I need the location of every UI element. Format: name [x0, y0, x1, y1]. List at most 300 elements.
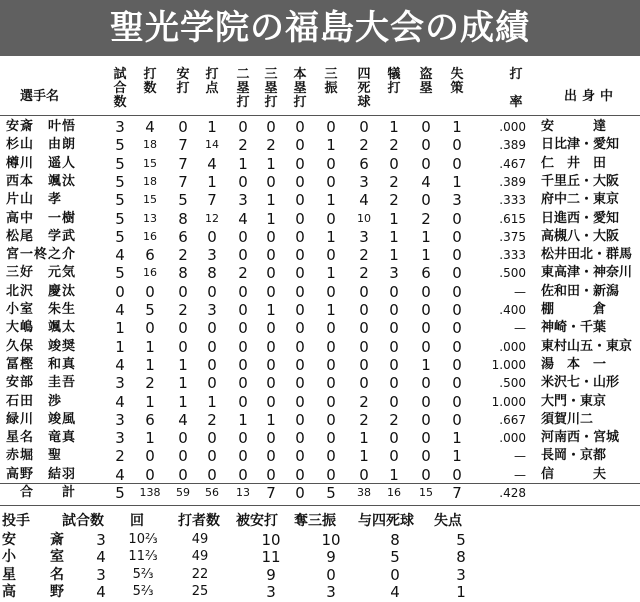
- stat-cell: 0: [326, 118, 336, 136]
- stat-cell: 4: [115, 392, 125, 411]
- stat-cell: 0: [295, 429, 305, 448]
- stat-cell: 0: [421, 410, 431, 429]
- stat-cell: 0: [452, 282, 462, 301]
- stat-cell: 3: [115, 118, 125, 136]
- stat-cell: 0: [295, 246, 305, 265]
- stat-cell: 0: [238, 172, 248, 191]
- stat-cell: 5: [115, 209, 125, 228]
- header-6: 本 塁 打: [293, 67, 307, 110]
- stat-cell: 6: [359, 154, 369, 173]
- header-1: 打 数: [143, 67, 157, 96]
- batting-average: .375: [499, 229, 526, 244]
- stat-cell: 1: [266, 301, 276, 319]
- pitching-h: 3: [266, 582, 276, 601]
- stat-cell: 0: [295, 301, 305, 319]
- origin-school: 大門・東京: [541, 393, 607, 409]
- batting-average: .615: [499, 211, 526, 226]
- stat-cell: 2: [359, 264, 369, 283]
- pitching-header-7: 失点: [434, 513, 462, 529]
- stat-cell: 2: [178, 301, 188, 319]
- stat-cell: 0: [178, 465, 188, 484]
- stat-cell: 0: [266, 355, 276, 374]
- pitching-g: 4: [96, 582, 106, 601]
- stat-cell: 1: [207, 392, 217, 411]
- stat-cell: 2: [359, 136, 369, 155]
- stat-cell: 1: [421, 355, 431, 374]
- stat-cell: 2: [359, 410, 369, 429]
- stat-cell: 0: [178, 319, 188, 338]
- stat-cell: 3: [452, 191, 462, 210]
- header-0: 試 合 数: [113, 67, 127, 110]
- origin-school: 神崎・千葉: [541, 320, 607, 336]
- stat-cell: 3: [359, 227, 369, 246]
- stat-cell: 0: [295, 227, 305, 246]
- player-name: 石田 渉: [6, 393, 63, 409]
- stat-cell: 3: [359, 172, 369, 191]
- stat-cell: 0: [207, 447, 217, 466]
- player-name: 西本 颯汰: [6, 173, 77, 189]
- stat-cell: 0: [238, 429, 248, 448]
- stat-cell: 4: [145, 118, 155, 136]
- player-name: 赤堀 聖: [6, 448, 63, 464]
- origin-school: 安 達: [541, 119, 607, 134]
- stat-cell: 0: [266, 246, 276, 265]
- stat-cell: 0: [238, 282, 248, 301]
- player-name: 合 計: [20, 485, 77, 500]
- stat-cell: 0: [421, 118, 431, 136]
- stat-cell: 0: [295, 264, 305, 283]
- stat-cell: 0: [326, 392, 336, 411]
- pitching-g: 4: [96, 548, 106, 567]
- stat-cell: 38: [357, 486, 371, 499]
- pitching-so: 9: [326, 548, 336, 567]
- pitching-bf: 49: [191, 532, 209, 547]
- stat-cell: 1: [421, 246, 431, 265]
- stat-cell: 0: [266, 374, 276, 393]
- stat-cell: 0: [238, 227, 248, 246]
- batting-average: .667: [499, 412, 526, 427]
- stat-cell: 0: [421, 319, 431, 338]
- stat-cell: 0: [326, 154, 336, 173]
- stat-cell: 1: [389, 246, 399, 265]
- header-7: 三 振: [324, 67, 338, 96]
- batting-average: .500: [499, 376, 526, 391]
- header-9: 犠 打: [387, 67, 401, 96]
- header-separator: [0, 115, 640, 116]
- stat-cell: 4: [207, 154, 217, 173]
- stat-cell: 5: [115, 191, 125, 210]
- stat-cell: 2: [389, 172, 399, 191]
- stat-cell: 0: [389, 337, 399, 356]
- batting-average: —: [514, 467, 526, 482]
- stat-cell: 2: [266, 136, 276, 155]
- stat-cell: 0: [266, 282, 276, 301]
- pitching-separator: [0, 505, 640, 506]
- stat-cell: 5: [115, 172, 125, 191]
- stat-cell: 0: [452, 301, 462, 319]
- stat-cell: 16: [143, 266, 157, 280]
- stat-cell: 4: [178, 410, 188, 429]
- stat-cell: 0: [295, 282, 305, 301]
- pitching-header-0: 投手: [2, 513, 30, 529]
- origin-school: 須賀川二: [541, 411, 594, 427]
- stat-cell: 0: [207, 374, 217, 393]
- stat-cell: 6: [178, 227, 188, 246]
- stat-cell: 0: [452, 410, 462, 429]
- stat-cell: 0: [266, 172, 276, 191]
- stat-cell: 0: [238, 319, 248, 338]
- batting-average: .428: [499, 486, 526, 500]
- stat-cell: 12: [205, 211, 219, 225]
- origin-school: 東高津・神奈川: [541, 265, 633, 281]
- stat-cell: 1: [145, 337, 155, 356]
- pitching-r: 3: [456, 565, 466, 584]
- stat-cell: 0: [207, 337, 217, 356]
- pitching-ip: 10⅔: [128, 532, 158, 547]
- stat-cell: 0: [421, 447, 431, 466]
- stat-cell: 1: [266, 154, 276, 173]
- pitching-h: 9: [266, 565, 276, 584]
- pitching-header-1: 試合数: [62, 513, 104, 529]
- player-name: 大嶋 颯太: [6, 320, 77, 336]
- stat-cell: 0: [326, 429, 336, 448]
- pitching-so: 10: [321, 531, 341, 549]
- stat-cell: 15: [419, 486, 433, 499]
- stat-cell: 0: [266, 392, 276, 411]
- stat-cell: 2: [389, 136, 399, 155]
- stat-cell: 16: [387, 486, 401, 499]
- pitching-header-6: 与四死球: [358, 513, 414, 529]
- player-name: 片山 孝: [6, 192, 63, 208]
- stat-cell: 0: [326, 410, 336, 429]
- stat-cell: 1: [326, 264, 336, 283]
- stat-cell: 5: [178, 191, 188, 210]
- stat-cell: 4: [115, 465, 125, 484]
- stat-cell: 4: [115, 246, 125, 265]
- stat-cell: 0: [359, 337, 369, 356]
- stat-cell: 1: [266, 191, 276, 210]
- stat-cell: 13: [143, 211, 157, 225]
- stat-cell: 0: [359, 301, 369, 319]
- stat-cell: 0: [326, 374, 336, 393]
- batting-average: .389: [499, 138, 526, 153]
- stat-cell: 0: [326, 447, 336, 466]
- header-4: 二 塁 打: [236, 67, 250, 110]
- pitching-ip: 11⅔: [128, 549, 158, 565]
- player-name: 緑川 竣風: [6, 411, 77, 427]
- stat-cell: 6: [145, 410, 155, 429]
- stat-cell: 2: [389, 410, 399, 429]
- stat-cell: 3: [389, 264, 399, 283]
- stat-cell: 56: [205, 486, 219, 499]
- stat-cell: 8: [178, 209, 188, 228]
- pitcher-name: 安 斎: [2, 532, 74, 548]
- stat-cell: 0: [145, 319, 155, 338]
- player-name: 杉山 由朗: [6, 137, 77, 153]
- origin-school: 日進西・愛知: [541, 210, 620, 226]
- stat-cell: 0: [238, 301, 248, 319]
- stat-cell: 0: [238, 392, 248, 411]
- origin-school: 仁 井 田: [541, 155, 607, 171]
- pitching-h: 10: [261, 531, 281, 549]
- origin-school: 高槻八・大阪: [541, 228, 620, 244]
- origin-school: 千里丘・大阪: [541, 173, 620, 189]
- stat-cell: 0: [295, 410, 305, 429]
- stat-cell: 0: [452, 209, 462, 228]
- stat-cell: 0: [326, 465, 336, 484]
- stat-cell: 1: [452, 429, 462, 448]
- stat-cell: 0: [295, 118, 305, 136]
- stat-cell: 0: [178, 118, 188, 136]
- stat-cell: 0: [326, 319, 336, 338]
- stat-cell: 1: [207, 172, 217, 191]
- origin-school: 佐和田・新潟: [541, 283, 620, 299]
- stat-cell: 2: [359, 392, 369, 411]
- pitching-g: 3: [96, 531, 106, 549]
- stat-cell: 0: [238, 118, 248, 136]
- pitching-bf: 49: [191, 549, 209, 565]
- pitching-header-4: 被安打: [236, 513, 278, 529]
- stat-cell: 0: [421, 337, 431, 356]
- stat-cell: 1: [359, 429, 369, 448]
- stat-cell: 0: [295, 337, 305, 356]
- stat-cell: 138: [139, 486, 161, 499]
- origin-school: 河南西・宮城: [541, 430, 620, 446]
- stat-cell: 0: [145, 465, 155, 484]
- stat-cell: 0: [421, 301, 431, 319]
- stat-cell: 3: [207, 246, 217, 265]
- stat-cell: 0: [359, 118, 369, 136]
- stat-cell: 2: [238, 136, 248, 155]
- stat-cell: 2: [178, 246, 188, 265]
- stat-cell: 0: [452, 227, 462, 246]
- batting-average: .467: [499, 156, 526, 171]
- stat-cell: 0: [389, 429, 399, 448]
- stat-cell: 16: [143, 229, 157, 243]
- stat-cell: 2: [238, 264, 248, 283]
- stat-cell: 4: [115, 355, 125, 374]
- stat-cell: 0: [326, 172, 336, 191]
- stat-cell: 1: [178, 374, 188, 393]
- player-name: 樽川 遥人: [6, 155, 77, 171]
- origin-school: 東村山五・東京: [541, 338, 633, 354]
- stat-cell: 0: [326, 355, 336, 374]
- header-5: 三 塁 打: [264, 67, 278, 110]
- stat-cell: 1: [452, 172, 462, 191]
- stat-cell: 1: [115, 319, 125, 338]
- pitching-r: 8: [456, 548, 466, 567]
- stat-cell: 10: [357, 211, 371, 225]
- stat-cell: 0: [295, 319, 305, 338]
- header-avg: 打 率: [509, 67, 523, 110]
- pitching-bb: 0: [390, 565, 400, 584]
- player-name: 高野 結羽: [6, 466, 77, 482]
- stat-cell: 0: [238, 447, 248, 466]
- pitching-ip: 5⅔: [132, 566, 154, 582]
- player-name: 小室 朱生: [6, 302, 77, 317]
- stat-cell: 15: [143, 156, 157, 170]
- stat-cell: 0: [266, 264, 276, 283]
- stat-cell: 0: [421, 154, 431, 173]
- stat-cell: 4: [238, 209, 248, 228]
- stat-cell: 5: [145, 301, 155, 319]
- stat-cell: 0: [266, 319, 276, 338]
- stat-cell: 0: [295, 392, 305, 411]
- batting-average: .333: [499, 193, 526, 208]
- stat-cell: 2: [389, 191, 399, 210]
- stat-cell: 1: [266, 410, 276, 429]
- header-8: 四 死 球: [357, 67, 371, 110]
- stat-cell: 0: [238, 246, 248, 265]
- batting-average: 1.000: [491, 357, 526, 372]
- header-player: 選手名: [20, 89, 60, 104]
- origin-school: 湯 本 一: [541, 356, 607, 372]
- stat-cell: 13: [236, 486, 250, 499]
- stat-cell: 3: [115, 429, 125, 448]
- pitching-bf: 22: [191, 566, 209, 582]
- stat-cell: 0: [178, 282, 188, 301]
- stat-cell: 0: [452, 246, 462, 265]
- player-name: 安斎 叶悟: [6, 119, 77, 134]
- stat-cell: 4: [115, 301, 125, 319]
- stat-cell: 0: [389, 154, 399, 173]
- stat-cell: 1: [389, 209, 399, 228]
- stat-cell: 0: [178, 337, 188, 356]
- pitching-r: 5: [456, 531, 466, 549]
- stat-cell: 1: [238, 410, 248, 429]
- stat-cell: 3: [238, 191, 248, 210]
- origin-school: 松井田北・群馬: [541, 247, 633, 263]
- batting-average: .000: [499, 431, 526, 446]
- player-name: 松尾 学武: [6, 228, 77, 244]
- stat-cell: 7: [178, 172, 188, 191]
- stat-cell: 0: [389, 374, 399, 393]
- stat-cell: 4: [421, 172, 431, 191]
- stat-cell: 1: [452, 118, 462, 136]
- batting-average: —: [514, 321, 526, 336]
- player-name: 安部 圭吾: [6, 375, 77, 391]
- stat-cell: 0: [421, 136, 431, 155]
- stat-cell: 1: [326, 136, 336, 155]
- stat-cell: 6: [421, 264, 431, 283]
- player-name: 北沢 慶汰: [6, 283, 77, 299]
- stat-cell: 0: [452, 392, 462, 411]
- pitching-bb: 4: [390, 582, 400, 601]
- pitching-r: 1: [456, 582, 466, 601]
- stat-cell: 2: [359, 246, 369, 265]
- stat-cell: 5: [115, 484, 125, 502]
- stat-cell: 0: [389, 447, 399, 466]
- stat-cell: 5: [115, 136, 125, 155]
- stat-cell: 7: [178, 154, 188, 173]
- pitcher-name: 星 名: [2, 566, 74, 583]
- pitching-bb: 8: [390, 531, 400, 549]
- header-2: 安 打: [176, 67, 190, 96]
- stat-cell: 0: [178, 429, 188, 448]
- player-name: 宮一柊之介: [6, 247, 77, 263]
- stat-cell: 0: [452, 319, 462, 338]
- stat-cell: 7: [207, 191, 217, 210]
- batting-average: .389: [499, 174, 526, 189]
- stat-cell: 1: [145, 355, 155, 374]
- stat-cell: 1: [115, 337, 125, 356]
- pitching-ip: 5⅔: [132, 583, 154, 599]
- stat-cell: 7: [452, 484, 462, 502]
- stat-cell: 0: [452, 355, 462, 374]
- pitching-header-5: 奪三振: [294, 513, 336, 529]
- batting-average: 1.000: [491, 394, 526, 409]
- stat-cell: 3: [115, 374, 125, 393]
- stat-cell: 18: [143, 138, 157, 152]
- stat-cell: 5: [115, 264, 125, 283]
- stat-cell: 7: [266, 484, 276, 502]
- pitching-header-2: 回: [130, 513, 144, 529]
- stat-cell: 0: [266, 465, 276, 484]
- pitching-h: 11: [261, 548, 281, 567]
- stat-cell: 0: [207, 429, 217, 448]
- stat-cell: 15: [143, 193, 157, 207]
- batting-average: —: [514, 449, 526, 464]
- stat-cell: 0: [421, 465, 431, 484]
- stat-cell: 0: [266, 337, 276, 356]
- stat-cell: 1: [326, 301, 336, 319]
- stat-cell: 1: [266, 209, 276, 228]
- header-3: 打 点: [205, 67, 219, 96]
- stat-cell: 1: [389, 465, 399, 484]
- stat-cell: 14: [205, 138, 219, 152]
- stat-cell: 0: [266, 447, 276, 466]
- stat-cell: 1: [326, 227, 336, 246]
- stat-cell: 18: [143, 174, 157, 188]
- player-name: 星名 竜真: [6, 430, 77, 446]
- stat-cell: 2: [115, 447, 125, 466]
- stat-cell: 0: [359, 282, 369, 301]
- stat-cell: 0: [178, 447, 188, 466]
- stat-cell: 1: [145, 392, 155, 411]
- origin-school: 府中二・東京: [541, 192, 620, 208]
- pitching-bb: 5: [390, 548, 400, 567]
- batting-average: .333: [499, 248, 526, 263]
- batting-average: .500: [499, 266, 526, 281]
- origin-school: 米沢七・山形: [541, 375, 620, 391]
- stat-cell: 1: [178, 355, 188, 374]
- batting-average: .000: [499, 339, 526, 354]
- stat-cell: 1: [326, 191, 336, 210]
- stat-cell: 0: [238, 337, 248, 356]
- stat-cell: 7: [178, 136, 188, 155]
- stat-cell: 0: [295, 172, 305, 191]
- stat-cell: 0: [115, 282, 125, 301]
- stat-cell: 0: [421, 374, 431, 393]
- stat-cell: 0: [452, 136, 462, 155]
- stat-cell: 0: [326, 246, 336, 265]
- header-10: 盗 塁: [419, 67, 433, 96]
- stat-cell: 0: [207, 282, 217, 301]
- stat-cell: 1: [389, 227, 399, 246]
- stat-cell: 0: [359, 374, 369, 393]
- stat-cell: 0: [326, 337, 336, 356]
- stat-cell: 0: [295, 465, 305, 484]
- stat-cell: 1: [389, 118, 399, 136]
- stat-cell: 1: [145, 429, 155, 448]
- stat-cell: 0: [421, 282, 431, 301]
- player-name: 三好 元気: [6, 265, 77, 281]
- player-name: 久保 竣奨: [6, 338, 77, 354]
- stat-cell: 0: [452, 264, 462, 283]
- header-11: 失 策: [450, 67, 464, 96]
- stat-cell: 5: [115, 227, 125, 246]
- stat-cell: 0: [452, 465, 462, 484]
